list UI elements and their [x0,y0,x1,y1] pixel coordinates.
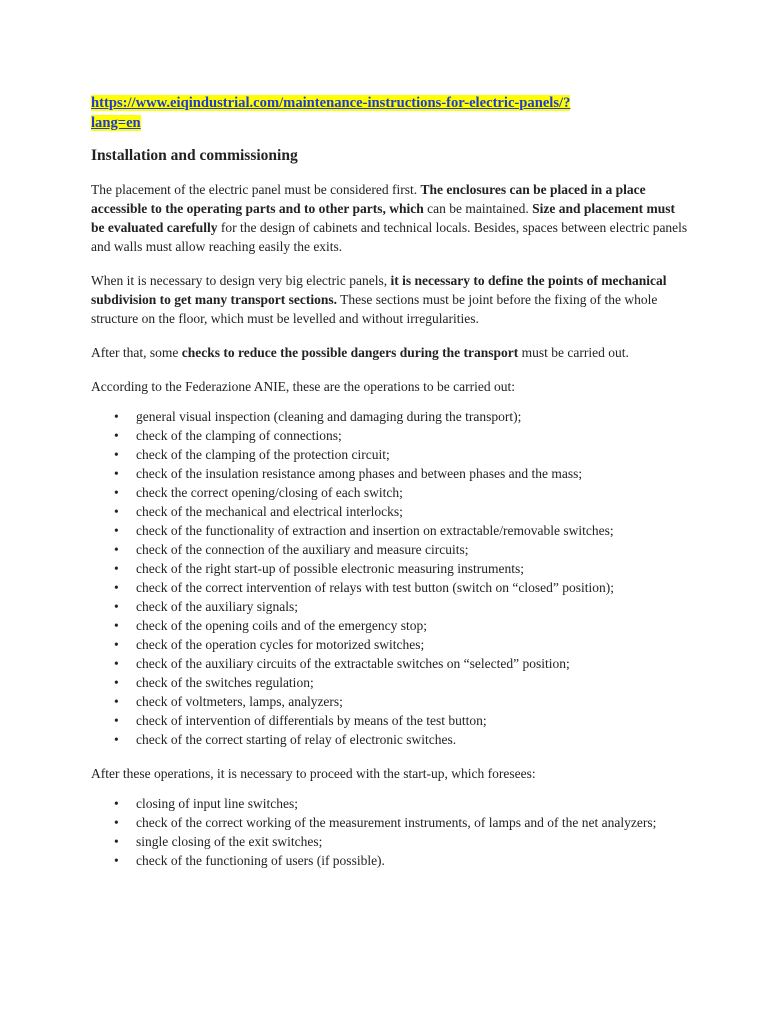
bold-run: The enclosures can be placed in a place accessible to the operating parts and to other parts, which [91,182,646,216]
list-item: • check of the opening coils and of the emergency stop; [91,616,688,635]
list-item: • check of the mechanical and electrical interlocks; [91,502,688,521]
list-item: • single closing of the exit switches; [91,832,688,851]
text-run: The placement of the electric panel must be considered first. [91,182,421,197]
list-item: • check of intervention of differentials by means of the test button; [91,711,688,730]
text-run: After that, some [91,345,182,360]
bold-run: Size and placement must be evaluated carefully [91,201,675,235]
list-item: • check of voltmeters, lamps, analyzers; [91,692,688,711]
source-link-line [91,93,688,133]
paragraph-anie-intro: According to the Federazione ANIE, these are the operations to be carried out: [91,379,515,394]
list-item: • check of the functionality of extraction and insertion on extractable/removable switches; [91,521,688,540]
paragraph-placement [91,180,688,256]
list-item: • check of the right start-up of possible electronic measuring instruments; [91,559,688,578]
list-item: • closing of input line switches; [91,794,688,813]
list-item: • check of the auxiliary signals; [91,597,688,616]
list-item: • check of the clamping of connections; [91,426,688,445]
source-url-link[interactable] [91,95,570,131]
list-item: • general visual inspection (cleaning and damaging during the transport); [91,407,688,426]
paragraph-transport-checks [91,343,688,362]
section-heading: Installation and commissioning [91,147,298,164]
operations-list [91,407,688,749]
list-item: • check of the functioning of users (if possible). [91,851,688,870]
list-item: • check of the correct intervention of relays with test button (switch on “closed” position); [91,578,688,597]
bold-run: checks to reduce the possible dangers during the transport [181,345,519,360]
startup-list [91,794,688,870]
source-url-part-1: https://www.eiqindustrial.com/maintenance-instructions-for-electric-panels/? [91,95,571,111]
source-url-part-2: lang=en [91,115,141,131]
list-item: • check of the correct starting of relay of electronic switches. [91,730,688,749]
list-item: • check of the auxiliary circuits of the extractable switches on “selected” position; [91,654,688,673]
list-item: • check of the clamping of the protection circuit; [91,445,688,464]
text-run: can be maintained. [423,201,533,216]
text-run: must be carried out. [518,345,629,360]
list-item: • check of the switches regulation; [91,673,688,692]
text-run: for the design of cabinets and technical locals. Besides, spaces between electric panels and walls must allow reaching easily the exits. [91,220,688,254]
text-run: These sections must be joint before the fixing of the whole structure on the floor, which must be levelled and without irregularities. [91,292,658,326]
list-item: • check of the correct working of the measurement instruments, of lamps and of the net analyzers; [91,813,688,832]
list-item: • check of the connection of the auxiliary and measure circuits; [91,540,688,559]
bold-run: it is necessary to define the points of mechanical subdivision to get many transport sections. [91,273,667,307]
paragraph-startup-intro: After these operations, it is necessary to proceed with the start-up, which foresees: [91,766,536,781]
list-item: • check of the operation cycles for motorized switches; [91,635,688,654]
paragraph-big-panels [91,271,688,328]
list-item: • check of the insulation resistance among phases and between phases and the mass; [91,464,688,483]
text-run: When it is necessary to design very big electric panels, [91,273,391,288]
list-item: • check the correct opening/closing of each switch; [91,483,688,502]
